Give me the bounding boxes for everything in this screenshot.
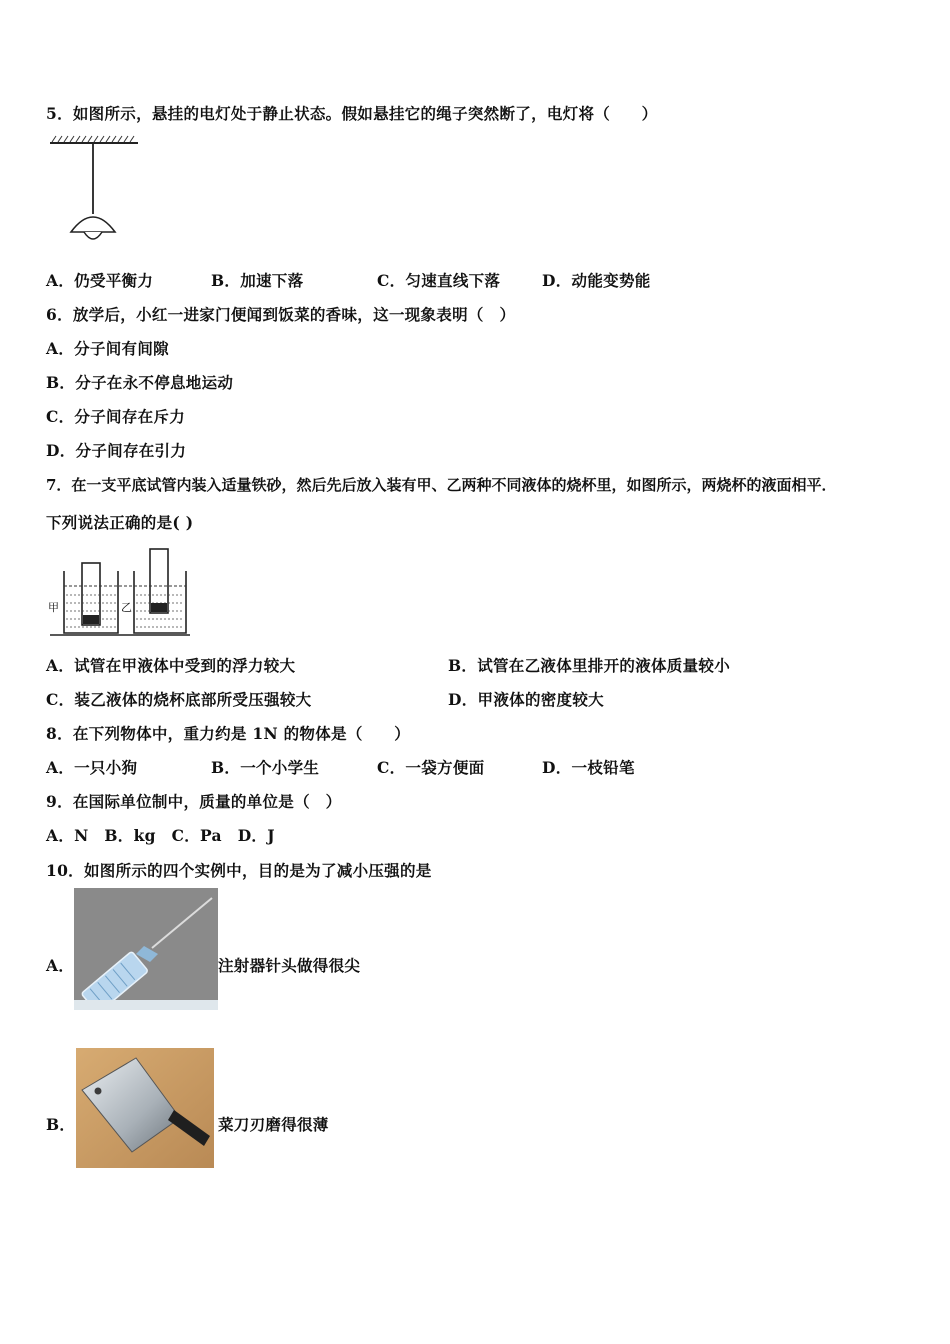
q10-option-b-letter: B．	[46, 1115, 76, 1134]
q7-option-a: A．试管在甲液体中受到的浮力较大	[46, 656, 296, 675]
q6-option-a: A．分子间有间隙	[46, 339, 169, 358]
q9-options: A．N B．kg C．Pa D．J	[46, 826, 275, 845]
q6-option-b: B．分子在永不停息地运动	[46, 373, 234, 392]
q10-option-b-caption: 菜刀刃磨得很薄	[218, 1115, 329, 1134]
q7-option-c: C．装乙液体的烧杯底部所受压强较大	[46, 690, 312, 709]
q8-option-a: A．一只小狗	[46, 758, 138, 777]
beakers-drawing	[46, 545, 191, 640]
q10-option-a-caption: 注射器针头做得很尖	[218, 956, 361, 975]
q7-stem-line1: 7．在一支平底试管内装入适量铁砂，然后先后放入装有甲、乙两种不同液体的烧杯里，如图所示，两烧杯的液面相平．	[46, 476, 837, 494]
beakers-figure	[46, 545, 191, 640]
q7-stem-line2: 下列说法正确的是( )	[46, 513, 194, 532]
q10-option-a-letter: A．	[46, 956, 75, 975]
q5-option-a: A．仍受平衡力	[46, 271, 154, 290]
q8-option-b: B．一个小学生	[211, 758, 320, 777]
beaker-label-yi: 乙	[121, 601, 132, 614]
q6-option-d: D．分子间存在引力	[46, 441, 187, 460]
syringe-drawing	[74, 888, 218, 1010]
q6-option-c: C．分子间存在斥力	[46, 407, 186, 426]
q8-stem: 8．在下列物体中，重力约是 1N 的物体是（ ）	[46, 724, 411, 743]
q7-option-b: B．试管在乙液体里排开的液体质量较小	[448, 656, 731, 675]
q10-stem: 10．如图所示的四个实例中，目的是为了减小压强的是	[46, 861, 432, 880]
q5-option-c: C．匀速直线下落	[377, 271, 501, 290]
cleaver-drawing	[76, 1048, 214, 1168]
q8-option-d: D．一枝铅笔	[542, 758, 635, 777]
cleaver-photo	[76, 1048, 214, 1168]
q5-stem: 5．如图所示，悬挂的电灯处于静止状态。假如悬挂它的绳子突然断了，电灯将（ ）	[46, 104, 658, 123]
q5-option-d: D．动能变势能	[542, 271, 651, 290]
q8-option-c: C．一袋方便面	[377, 758, 485, 777]
beaker-label-jia: 甲	[48, 601, 59, 614]
q6-stem: 6．放学后，小红一进家门便闻到饭菜的香味，这一现象表明（ ）	[46, 305, 516, 324]
q7-option-d: D．甲液体的密度较大	[448, 690, 604, 709]
syringe-photo	[74, 888, 218, 1010]
q5-option-b: B．加速下落	[211, 271, 304, 290]
hanging-lamp-figure	[46, 134, 146, 248]
q9-stem: 9．在国际单位制中，质量的单位是（ ）	[46, 792, 342, 811]
